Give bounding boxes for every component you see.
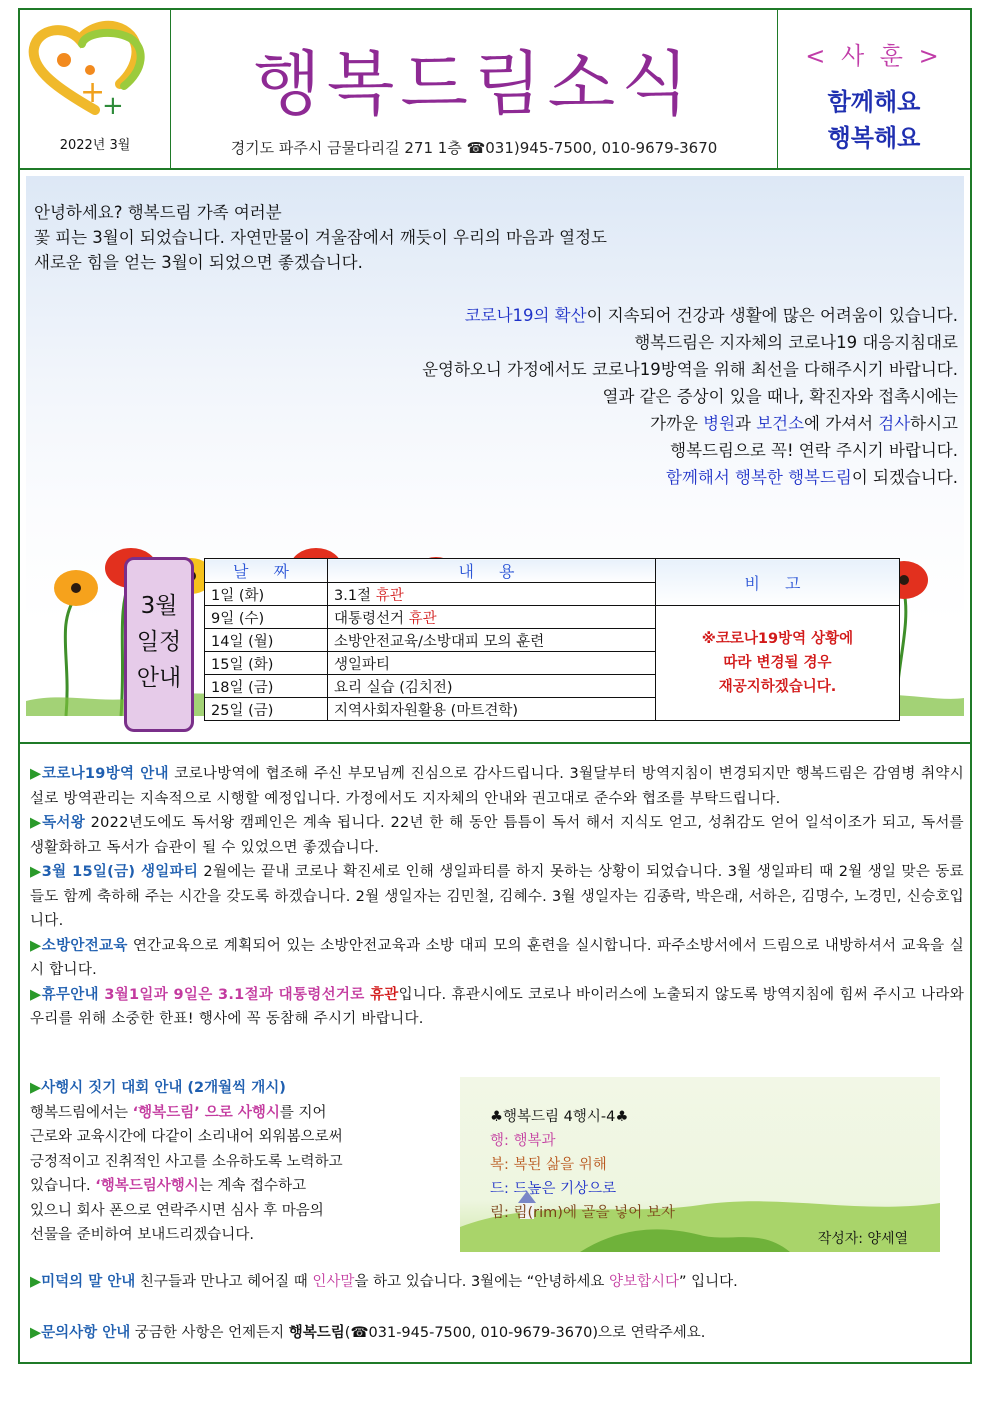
greeting-word-highlight: 인사말 — [312, 1274, 355, 1290]
address-line: 경기도 파주시 금물다리길 271 1층 ☎031)945-7500, 010-9679-3670 — [230, 139, 718, 157]
notice-text: 궁금한 사항은 언제든지 — [130, 1325, 289, 1341]
arrow-icon: ▶ — [30, 864, 42, 880]
notices-section — [30, 762, 964, 1032]
notice-heading: 휴무안내 — [41, 986, 99, 1003]
heart-logo-icon — [20, 10, 170, 130]
poem-text: : 림(rim)에 골을 넣어 보자 — [504, 1205, 675, 1221]
newsletter-title: 행복드림소식 — [253, 43, 695, 125]
slogan-line: 있으니 회사 폰으로 연락주시면 심사 후 마음의 — [30, 1202, 324, 1219]
corona-line: 행복드림으로 꼭! 연락 주시기 바랍니다. — [670, 441, 958, 460]
corona-line: 열과 같은 증상이 있을 때나, 확진자와 접촉시에는 — [602, 387, 958, 406]
closed-label: 휴관 — [375, 587, 404, 604]
greeting-block — [34, 200, 607, 275]
four-line-poem-box — [460, 1077, 940, 1252]
slogan-contest-notice — [30, 1076, 440, 1248]
schedule-content — [328, 583, 656, 606]
title-cell — [171, 10, 778, 168]
schedule-date: 9일 (수) — [205, 606, 328, 629]
logo-cell — [20, 10, 171, 168]
month-label-line: 일정 — [136, 629, 182, 655]
corona-text: 과 — [735, 414, 757, 433]
notice-heading: 3월 15일(금) 생일파티 — [41, 864, 199, 880]
corona-text: 가까운 — [650, 414, 704, 433]
content-column-header: 내 용 — [328, 559, 656, 583]
corona-message — [422, 302, 958, 491]
slogan-highlight: ‘행복드림사행시 — [95, 1178, 199, 1194]
motto-line-1: 함께해요 — [827, 88, 921, 116]
corona-line: 행복드림은 지자체의 코로나19 대응지침대로 — [634, 333, 958, 352]
notice-text: 2022년도에도 독서왕 캠페인은 계속 됩니다. 22년 한 해 동안 틈틈이 독서 해서 지식도 얻고, 성취감도 얻어 일석이조가 되고, 독서를 생활화하고 독서가 습관이 될 수 있었으면 좋겠습니다. — [30, 815, 964, 856]
notice-text: 을 하고 있습니다. 3월에는 “안녕하세요 — [354, 1274, 609, 1290]
section-divider — [20, 742, 970, 744]
svg-text:+: + — [80, 75, 106, 110]
content-text: 대통령선거 — [334, 610, 409, 627]
notice-heading: 소방안전교육 — [41, 937, 128, 954]
poem-line — [490, 1129, 675, 1153]
schedule-date: 18일 (금) — [205, 675, 328, 698]
header — [20, 10, 970, 170]
corona-text: 이 지속되어 건강과 생활에 많은 어려움이 있습니다. — [586, 306, 958, 325]
poem-line — [490, 1201, 675, 1225]
notice-corona — [30, 762, 964, 811]
month-schedule-label — [124, 557, 194, 732]
notice-heading: 코로나19방역 안내 — [42, 766, 169, 782]
notice-heading: 문의사항 안내 — [41, 1325, 131, 1341]
poem-title: ♣행복드림 4행시-4♣ — [490, 1109, 629, 1125]
poem-initial: 림 — [490, 1205, 505, 1221]
poem-text: : 행복과 — [504, 1133, 556, 1149]
notice-text: 연간교육으로 계획되어 있는 소방안전교육과 소방 대피 모의 훈련을 실시합니다. 파주소방서에서 드림으로 내방하셔서 교육을 실시 합니다. — [30, 937, 965, 978]
arrow-icon: ▶ — [30, 1080, 42, 1096]
manners-notice — [30, 1270, 738, 1291]
note-column-header: 비 고 — [656, 559, 900, 606]
schedule-content: 소방안전교육/소방대피 모의 훈련 — [328, 629, 656, 652]
notice-text: 2월에는 끝내 코로나 확진세로 인해 생일파티를 하지 못하는 상황이 되었습니다. 3월 생일파티 때 2월 생일 맞은 동료들도 함께 축하해 주는 시간을 갖도록 하겠습니다. 2월 생일자는 김민철, 김혜수. 3월 생일자는 김종락, 박은래, 서하은, 김명수, 노경민, 신승호입니다. — [30, 864, 964, 929]
corona-line: 운영하오니 가정에서도 코로나19방역을 위해 최선을 다해주시기 바랍니다. — [422, 360, 958, 379]
table-row — [205, 606, 900, 629]
corona-text: 이 되겠습니다. — [851, 468, 958, 487]
motto-cell — [778, 10, 970, 168]
newsletter-page — [18, 8, 972, 1364]
arrow-icon: ▶ — [30, 1325, 42, 1341]
notice-heading: 미덕의 말 안내 — [41, 1274, 136, 1290]
notice-closure — [30, 983, 964, 1032]
schedule-content: 지역사회자원활용 (마트견학) — [328, 698, 656, 721]
poem-initial: 행 — [490, 1133, 505, 1149]
poem-line — [490, 1177, 675, 1201]
slogan-text: 는 계속 접수하고 — [198, 1178, 307, 1194]
schedule-date: 1일 (화) — [205, 583, 328, 606]
schedule-date: 25일 (금) — [205, 698, 328, 721]
notice-heading: 독서왕 — [42, 815, 86, 831]
poem-line — [490, 1153, 675, 1177]
test-highlight: 검사 — [878, 414, 911, 433]
phrase-highlight: 양보합시다 — [608, 1274, 679, 1290]
note-line: 따라 변경될 경우 — [723, 655, 832, 671]
issue-date: 2022년 3월 — [59, 138, 131, 153]
closing-highlight: 함께해서 행복한 행복드림 — [666, 468, 852, 487]
content-text: 3.1절 — [334, 587, 376, 604]
arrow-icon: ▶ — [30, 1274, 42, 1290]
schedule-content: 생일파티 — [328, 652, 656, 675]
notice-text: ” 입니다. — [679, 1274, 738, 1290]
org-name: 행복드림 — [288, 1325, 345, 1341]
slogan-line — [30, 1101, 440, 1126]
contact-notice — [30, 1321, 705, 1342]
closed-label: 휴관 — [370, 986, 399, 1003]
corona-highlight: 코로나19의 확산 — [464, 306, 587, 325]
closure-dates: 3월1일과 9일은 3.1절과 대통령선거로 — [98, 986, 370, 1003]
motto-line-2: 행복해요 — [827, 124, 921, 152]
corona-text: 에 가셔서 — [804, 414, 879, 433]
notice-reading — [30, 811, 964, 860]
slogan-heading-line — [30, 1076, 440, 1101]
poem-text: : 드높은 기상으로 — [504, 1181, 617, 1197]
note-line: 재공지하겠습니다. — [718, 679, 837, 695]
schedule-header-row — [205, 559, 900, 583]
notice-text: 친구들과 만나고 헤어질 때 — [135, 1274, 313, 1290]
poem-initial: 드 — [490, 1181, 505, 1197]
schedule-table — [204, 558, 900, 721]
month-label-line: 3월 — [140, 593, 178, 619]
slogan-highlight: ‘행복드림’ 으로 사행시 — [132, 1104, 280, 1121]
hospital-highlight: 병원 — [703, 414, 736, 433]
motto-heading: < 사 훈 > — [805, 42, 943, 70]
notice-birthday — [30, 860, 964, 934]
schedule-note — [656, 606, 900, 721]
slogan-text: 있습니다. — [30, 1178, 96, 1194]
schedule-date: 14일 (월) — [205, 629, 328, 652]
poem-author: 작성자: 양세열 — [817, 1231, 908, 1247]
note-line: ※코로나19방역 상황에 — [701, 631, 854, 647]
poem-initial: 복 — [490, 1157, 505, 1173]
notice-fire-safety — [30, 934, 964, 983]
greeting-line: 안녕하세요? 행복드림 가족 여러분 — [34, 203, 282, 222]
schedule-date: 15일 (화) — [205, 652, 328, 675]
slogan-line: 긍정적이고 진취적인 사고를 소유하도록 노력하고 — [30, 1153, 343, 1170]
poem-lines — [490, 1105, 675, 1225]
slogan-text: 행복드림에서는 — [30, 1104, 133, 1121]
notice-text: (☎031-945-7500, 010-9679-3670)으로 연락주세요. — [344, 1325, 706, 1341]
corona-line — [422, 410, 958, 437]
svg-text:+: + — [102, 91, 124, 121]
arrow-icon: ▶ — [30, 766, 42, 782]
corona-text: 하시고 — [910, 414, 958, 433]
schedule-content — [328, 606, 656, 629]
notice-text: 입니다. 휴관시에도 코로나 바이러스에 노출되지 않도록 방역지침에 힘써 주시고 나라와 우리를 위해 소중한 한표! 행사에 꼭 동참해 주시기 바랍니다. — [30, 986, 965, 1027]
arrow-icon: ▶ — [30, 986, 42, 1003]
schedule-content: 요리 실습 (김치전) — [328, 675, 656, 698]
greeting-line: 새로운 힘을 얻는 3월이 되었으면 좋겠습니다. — [34, 253, 363, 272]
corona-line — [422, 464, 958, 491]
slogan-line — [30, 1174, 440, 1199]
slogan-line: 선물을 준비하여 보내드리겠습니다. — [30, 1227, 254, 1243]
corona-line — [422, 302, 958, 329]
date-column-header: 날 짜 — [205, 559, 328, 583]
closed-label: 휴관 — [408, 610, 437, 627]
arrow-icon: ▶ — [30, 937, 42, 954]
poem-text: : 복된 삶을 위해 — [504, 1157, 607, 1173]
slogan-text: 를 지어 — [279, 1104, 327, 1121]
notice-heading: 사행시 짓기 대회 안내 (2개월씩 개시) — [41, 1080, 286, 1096]
slogan-line: 근로와 교육시간에 다같이 소리내어 외워봄으로써 — [30, 1129, 343, 1145]
health-center-highlight: 보건소 — [756, 414, 805, 433]
greeting-line: 꽃 피는 3월이 되었습니다. 자연만물이 겨울잠에서 깨듯이 우리의 마음과 열정도 — [34, 228, 607, 247]
month-label-line: 안내 — [136, 665, 182, 691]
arrow-icon: ▶ — [30, 815, 43, 831]
notice-text: 코로나방역에 협조해 주신 부모님께 진심으로 감사드립니다. 3월달부터 방역지침이 변경되지만 행복드림은 감염병 취약시설로 방역관리는 지속적으로 시행할 예정입니다. 가정에서도 지자체의 안내와 권고대로 준수와 협조를 부탁드립니다. — [30, 766, 964, 807]
